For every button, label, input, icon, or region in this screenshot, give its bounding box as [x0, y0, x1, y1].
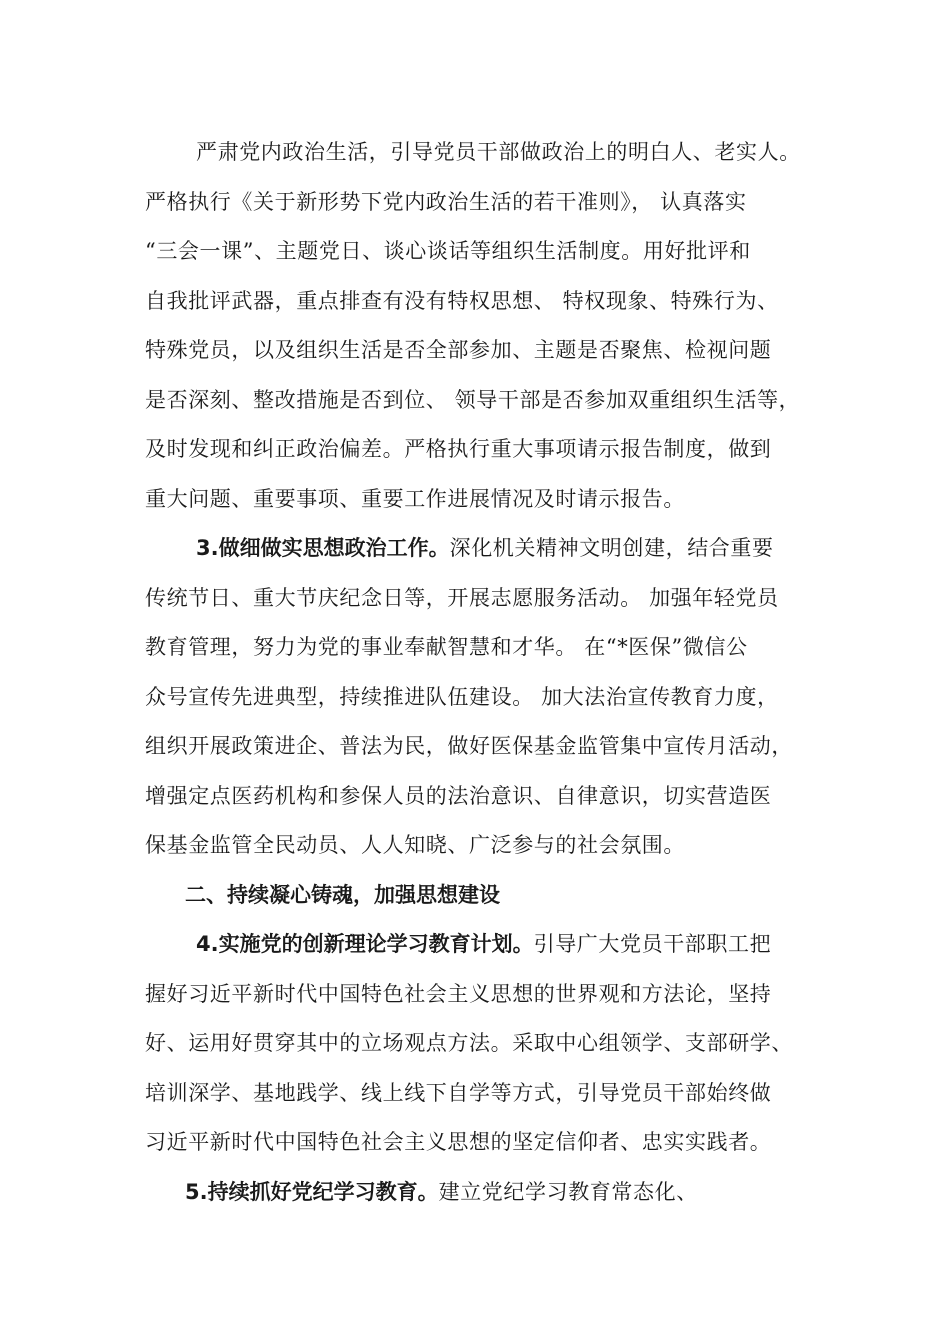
paragraph-line: 是否深刻、整改措施是否到位、 领导干部是否参加双重组织生活等， [145, 388, 801, 412]
paragraph-line: 严格执行《关于新形势下党内政治生活的若干准则》， 认真落实 [145, 190, 747, 214]
paragraph-first-line [196, 926, 886, 962]
paragraph-line: 传统节日、重大节庆纪念日等，开展志愿服务活动。 加强年轻党员 [145, 586, 779, 610]
paragraph-first-line [185, 1174, 875, 1210]
paragraph-line: 组织开展政策进企、普法为民，做好医保基金监管集中宣传月活动， [145, 734, 793, 758]
item-heading: 4.实施党的创新理论学习教育计划。 [196, 932, 534, 956]
paragraph-first-line [196, 530, 886, 566]
paragraph-line: 及时发现和纠正政治偏差。严格执行重大事项请示报告制度，做到 [145, 437, 772, 461]
paragraph-line: 严肃党内政治生活，引导党员干部做政治上的明白人、老实人。 [196, 140, 801, 164]
paragraph-line: 特殊党员，以及组织生活是否全部参加、主题是否聚焦、检视问题 [145, 338, 772, 362]
paragraph-line: 自我批评武器，重点排查有没有特权思想、 特权现象、特殊行为、 [145, 289, 779, 313]
paragraph-line: 众号宣传先进典型，持续推进队伍建设。 加大法治宣传教育力度， [145, 685, 779, 709]
section-heading: 二、持续凝心铸魂，加强思想建设 [185, 883, 500, 907]
paragraph-line: 培训深学、基地践学、线上线下自学等方式，引导党员干部始终做 [145, 1081, 772, 1105]
paragraph-line: 重大问题、重要事项、重要工作进展情况及时请示报告。 [145, 487, 685, 511]
paragraph-text: 深化机关精神文明创建，结合重要 [449, 536, 774, 560]
paragraph-line: 保基金监管全民动员、人人知晓、广泛参与的社会氛围。 [145, 833, 685, 857]
item-heading: 5.持续抓好党纪学习教育。 [185, 1180, 439, 1204]
paragraph-text: 引导广大党员干部职工把 [533, 932, 772, 956]
paragraph-line: 好、运用好贯穿其中的立场观点方法。采取中心组领学、支部研学、 [145, 1031, 793, 1055]
paragraph-line: 增强定点医药机构和参保人员的法治意识、自律意识，切实营造医 [145, 784, 772, 808]
paragraph-line: 握好习近平新时代中国特色社会主义思想的世界观和方法论，坚持 [145, 982, 772, 1006]
paragraph-text: 建立党纪学习教育常态化、 [438, 1180, 698, 1204]
item-heading: 3.做细做实思想政治工作。 [196, 536, 450, 560]
paragraph-line: 教育管理，努力为党的事业奉献智慧和才华。 在“*医保”微信公 [145, 635, 748, 659]
paragraph-line: 习近平新时代中国特色社会主义思想的坚定信仰者、忠实实践者。 [145, 1130, 772, 1154]
paragraph-line: “三会一课”、主题党日、谈心谈话等组织生活制度。用好批评和 [145, 239, 751, 263]
